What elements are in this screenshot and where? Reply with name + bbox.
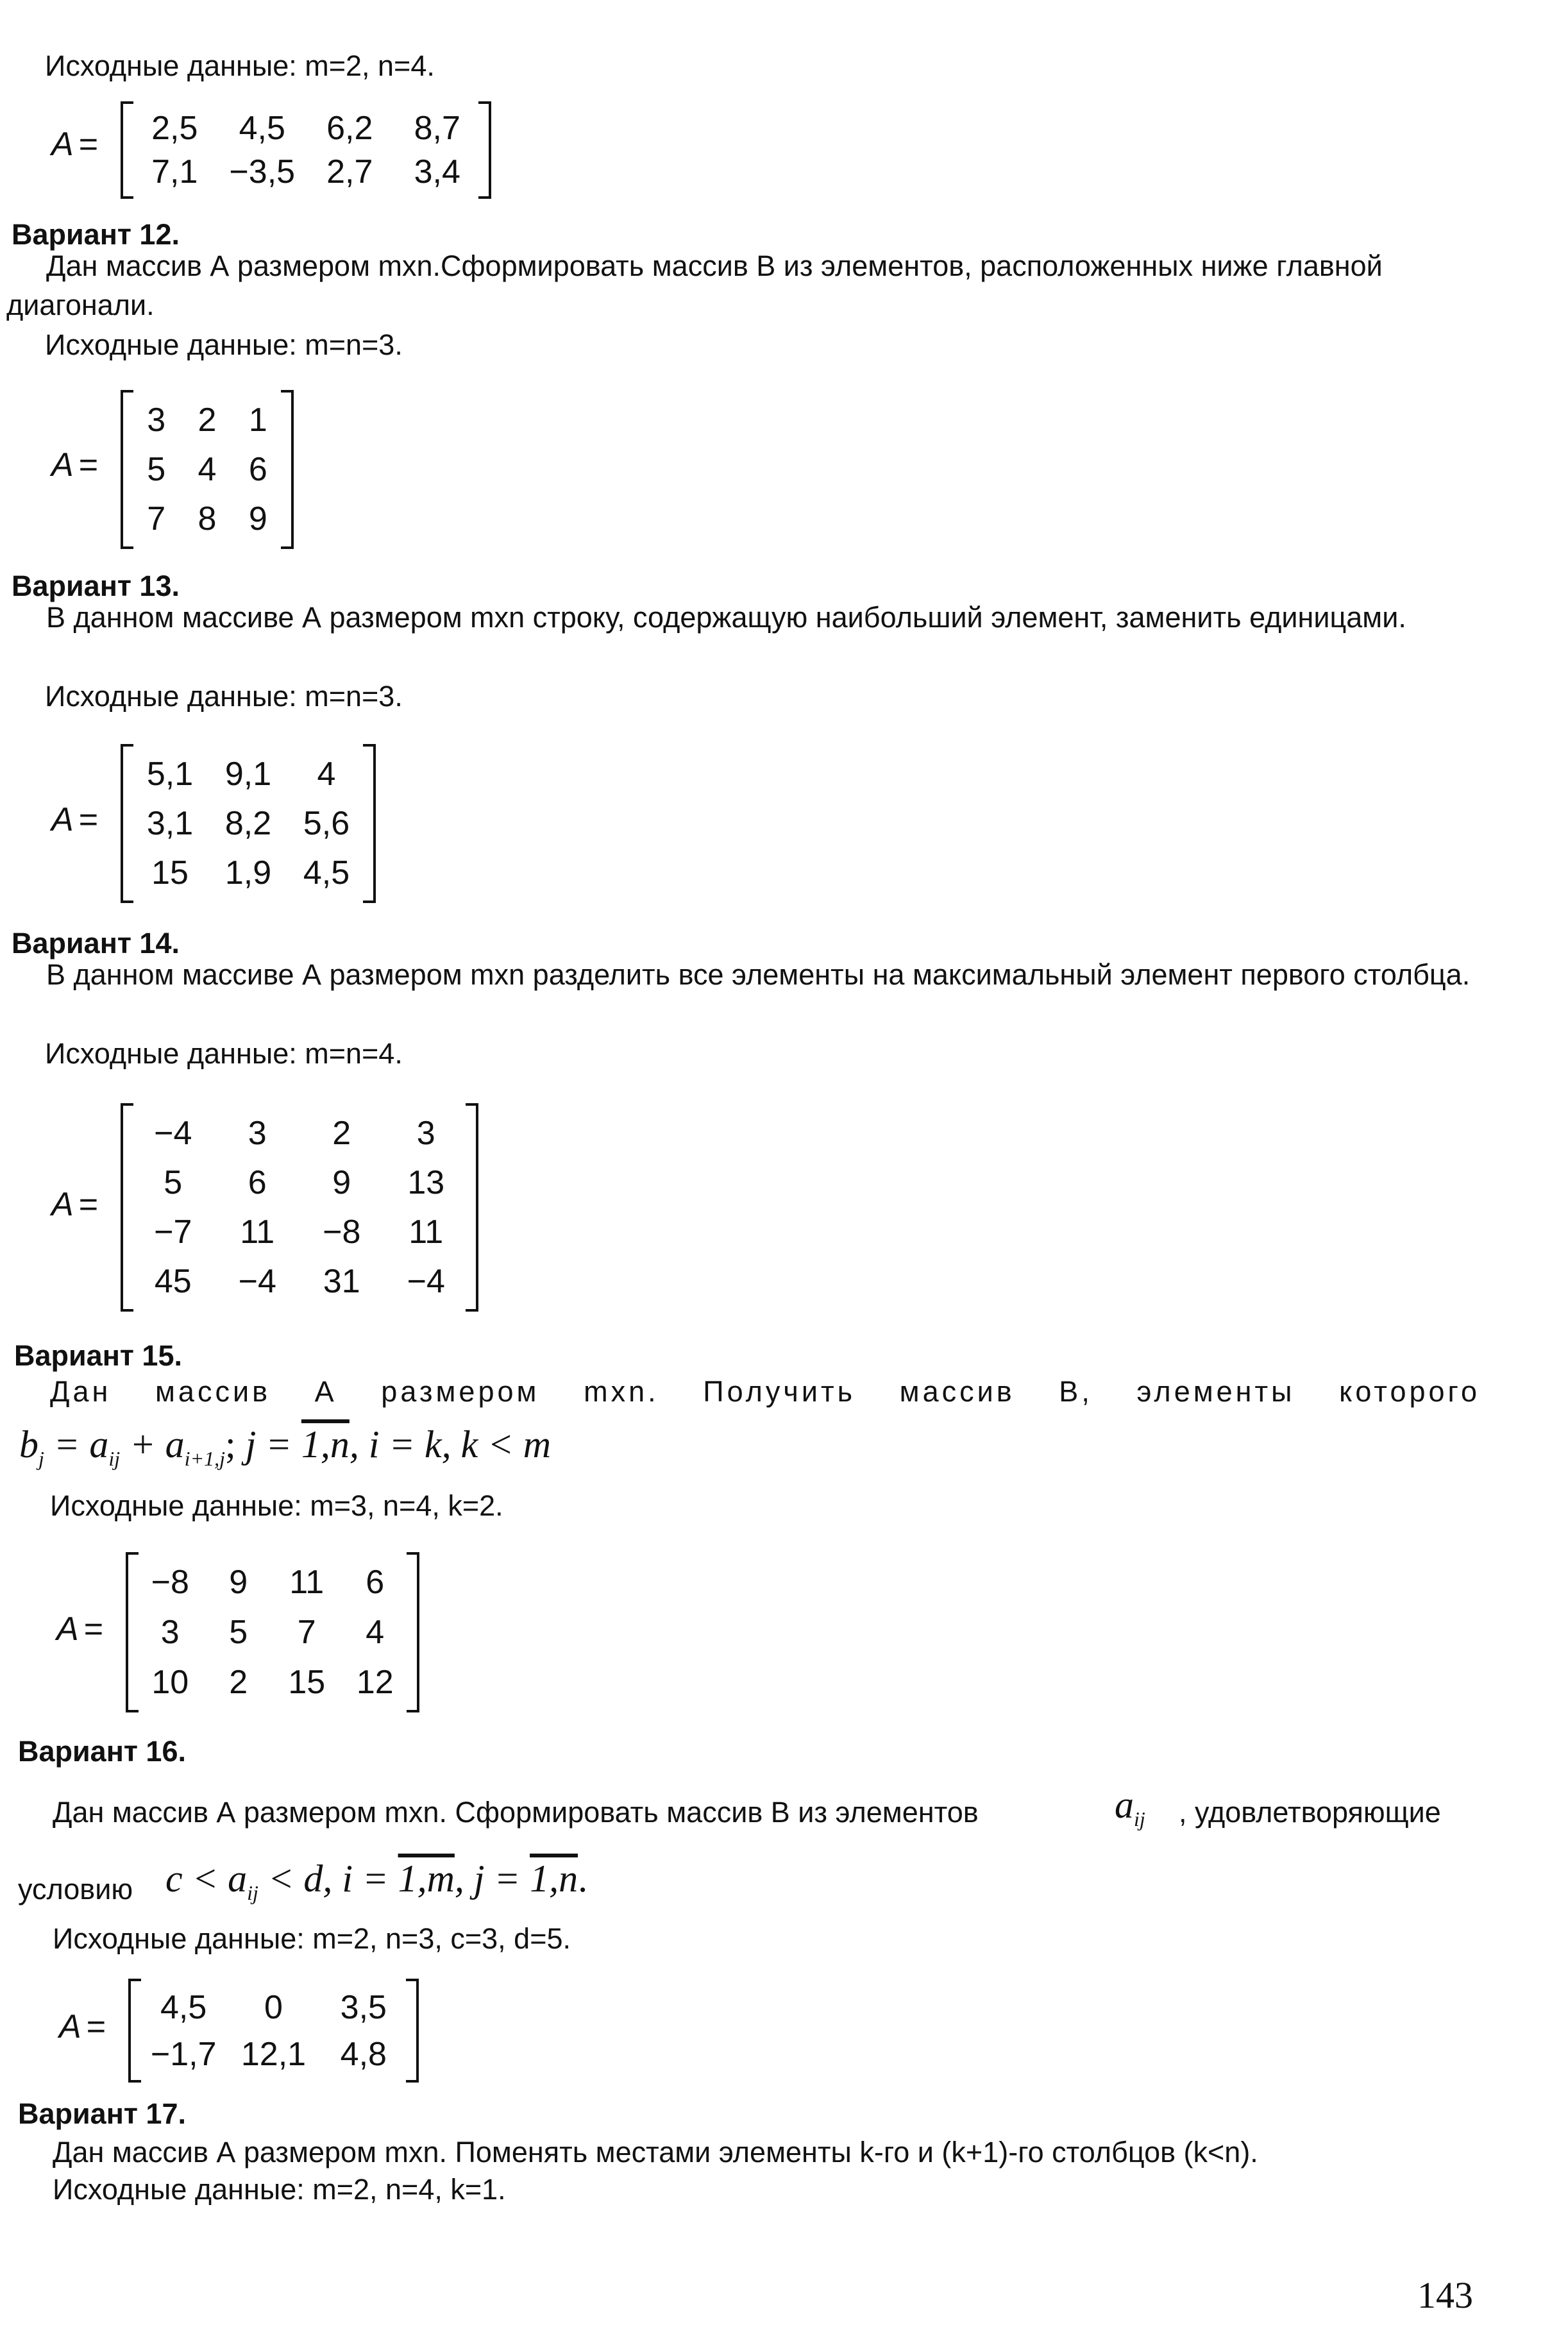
matrix-cell: 2,5: [151, 110, 198, 147]
variant-14-input-data: Исходные данные: m=n=4.: [45, 1037, 403, 1070]
matrix-cell: 9,1: [224, 755, 272, 793]
matrix-cell: 4: [198, 450, 217, 488]
matrix-cell: 11: [289, 1564, 325, 1601]
matrix-cell: 8,7: [414, 110, 460, 147]
matrix-cell: 1: [248, 401, 267, 439]
matrix-cell: 3: [248, 1114, 267, 1152]
matrix-cell: 5: [147, 450, 166, 488]
variant-16-condition-prefix: условию: [18, 1873, 133, 1906]
variant-15-title: Вариант 15.: [14, 1339, 182, 1372]
variant-16-input-data: Исходные данные: m=2, n=3, c=3, d=5.: [53, 1922, 571, 1955]
matrix-v13: [121, 744, 376, 903]
matrix-cell: 15: [288, 1664, 326, 1701]
top-input-data: Исходные данные: m=2, n=4.: [45, 49, 435, 82]
matrix-cell: 13: [407, 1163, 445, 1201]
variant-14-title: Вариант 14.: [12, 927, 180, 959]
matrix-cell: 45: [154, 1263, 192, 1301]
matrix-cell: 9: [248, 500, 267, 538]
matrix-cell: −8: [323, 1213, 361, 1251]
matrix-cell: −4: [238, 1263, 276, 1301]
matrix-cell: 2: [332, 1114, 351, 1152]
matrix-v15: [126, 1552, 419, 1712]
matrix-cell: 7: [147, 500, 166, 538]
variant-12-input-data: Исходные данные: m=n=3.: [45, 328, 403, 361]
matrix-cell: 11: [409, 1213, 444, 1251]
matrix-cell: 4,8: [340, 2035, 387, 2073]
matrix-cell: 12: [356, 1664, 394, 1701]
matrix-cell: 3: [147, 401, 166, 439]
variant-12-text: Дан массив А размером mxn.Сформировать массив В из элементов, расположенных ниже главной диагонали.: [6, 249, 1383, 321]
matrix-label: A =: [56, 1610, 104, 1648]
variant-16-title: Вариант 16.: [18, 1735, 186, 1768]
variant-16-text-end: , удовлетворяющие: [1179, 1796, 1441, 1829]
matrix-cell: 2,7: [326, 153, 373, 190]
matrix-label: A =: [51, 446, 99, 484]
variant-15-text: Дан массив А размером mxn. Получить массив В, элементы которого: [50, 1375, 1480, 1408]
matrix-cell: 0: [264, 1988, 283, 2026]
matrix-cell: −1,7: [150, 2035, 217, 2073]
variant-16-text: Дан массив А размером mxn. Сформировать массив В из элементов: [53, 1796, 979, 1829]
matrix-cell: 1,9: [224, 854, 272, 892]
matrix-cell: 5: [164, 1163, 183, 1201]
matrix-cell: 8,2: [224, 804, 272, 842]
matrix-cell: 2: [198, 401, 217, 439]
variant-13-text: В данном массиве А размером mxn строку, содержащую наибольший элемент, заменить единицами.: [46, 601, 1406, 634]
matrix-v16: [128, 1979, 419, 2083]
variant-14-text: В данном массиве А размером mxn разделить все элементы на максимальный элемент первого столбца.: [46, 958, 1471, 991]
matrix-cell: 5,6: [303, 804, 350, 842]
variant-16-aij: $a_{ij}$: [1115, 1784, 1145, 1830]
matrix-cell: 6,2: [326, 110, 373, 147]
matrix-cell: 6: [366, 1564, 385, 1601]
matrix-cell: 15: [151, 854, 189, 892]
matrix-cell: 9: [229, 1564, 248, 1601]
matrix-cell: 4,5: [303, 854, 350, 892]
matrix-cell: 11: [240, 1213, 275, 1251]
variant-15-input-data: Исходные данные: m=3, n=4, k=2.: [50, 1489, 503, 1522]
matrix-cell: 3,4: [414, 153, 460, 190]
matrix-cell: −7: [154, 1213, 192, 1251]
matrix-cell: 4: [317, 755, 336, 793]
variant-17-text: Дан массив А размером mxn. Поменять местами элементы k-го и (k+1)-го столбцов (k<n).: [53, 2136, 1258, 2168]
matrix-cell: 5: [229, 1614, 248, 1651]
matrix-cell: −4: [154, 1114, 192, 1152]
matrix-cell: 4: [366, 1614, 385, 1651]
matrix-cell: −4: [407, 1263, 445, 1301]
matrix-v12: [121, 390, 294, 549]
matrix-cell: 31: [323, 1263, 360, 1301]
matrix-label: A =: [59, 2008, 106, 2045]
matrix-cell: 5,1: [146, 755, 194, 793]
matrix-label: A =: [51, 801, 99, 838]
matrix-cell: 8: [198, 500, 217, 538]
matrix-cell: 7: [297, 1614, 316, 1651]
matrix-v14: [121, 1103, 478, 1312]
matrix-cell: 2: [229, 1664, 248, 1701]
matrix-cell: 3: [416, 1114, 435, 1152]
matrix-cell: −8: [151, 1564, 189, 1601]
matrix-cell: 10: [151, 1664, 189, 1701]
matrix-cell: 3,1: [146, 804, 194, 842]
variant-13-title: Вариант 13.: [12, 570, 180, 602]
matrix-cell: −3,5: [229, 153, 296, 190]
variant-17-title: Вариант 17.: [18, 2097, 186, 2130]
page-number: 143: [1417, 2274, 1473, 2316]
variant-15-formula: $b_j = a_{ij} + a_{i+1,j}$; j = 1,n, i = k, k < m: [19, 1423, 552, 1470]
matrix-cell: 9: [332, 1163, 351, 1201]
matrix-cell: 3,5: [340, 1988, 387, 2026]
matrix-cell: 4,5: [160, 1988, 207, 2026]
matrix-cell: 3: [160, 1614, 180, 1651]
variant-16-condition-formula: $c < a_{ij} < d$, i = 1,m, j = 1,n.: [165, 1857, 588, 1904]
variant-13-input-data: Исходные данные: m=n=3.: [45, 680, 403, 713]
matrix-cell: 7,1: [151, 153, 198, 190]
matrix-label: A =: [51, 126, 99, 163]
matrix-cell: 6: [248, 1163, 267, 1201]
variant-12-title: Вариант 12.: [12, 218, 180, 251]
matrix-top: [121, 101, 491, 199]
variant-17-input-data: Исходные данные: m=2, n=4, k=1.: [53, 2173, 506, 2206]
matrix-cell: 12,1: [240, 2035, 307, 2073]
matrix-cell: 4,5: [239, 110, 285, 147]
matrix-cell: 6: [248, 450, 267, 488]
matrix-label: A =: [51, 1186, 99, 1223]
